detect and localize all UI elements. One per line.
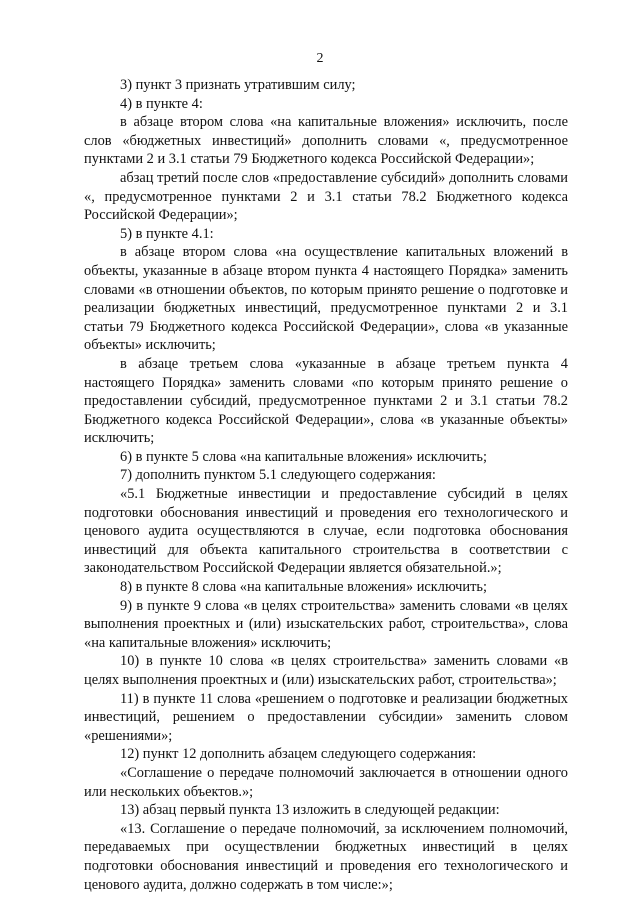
paragraph-item-7-text: «5.1 Бюджетные инвестиции и предоставление субсидий в целях подготовки обоснования инвестиций и проведения его технологического и ценового аудита осуществляются в случае, если подготовка обоснования инвестиций для объекта капитального строительства в соответствии с законодательством Российской Федерации является обязательной.»; [84,486,568,577]
paragraph-item-4-heading: 4) в пункте 4: [120,95,203,112]
paragraph-item-13-heading: 13) абзац первый пункта 13 изложить в следующей редакции: [120,802,500,819]
paragraph-item-7-heading: 7) дополнить пунктом 5.1 следующего содержания: [120,467,436,484]
paragraph-item-3-repeal: 3) пункт 3 признать утратившим силу; [120,77,356,93]
paragraph-item-5-heading: 5) в пункте 4.1: [120,225,214,242]
paragraph-item-11: 11) в пункте 11 слова «решением о подготовке и реализации бюджетных инвестиций, решением о предоставлении субсидии» заменить словом «решениями»; [84,690,568,744]
paragraph-item-12-heading: 12) пункт 12 дополнить абзацем следующего содержания: [120,746,477,763]
paragraph-item-12-text: «Соглашение о передаче полномочий заключается в отношении одного или нескольких объектов.»; [84,764,568,800]
paragraph-item-10: 10) в пункте 10 слова «в целях строительства» заменить словами «в целях выполнения проектных и (или) изыскательских работ, строительства»; [84,653,568,688]
paragraph-item-4-abzac-3: абзац третий после слов «предоставление субсидий» дополнить словами «, предусмотренное пунктами 2 и 3.1 статьи 78.2 Бюджетного кодекса Российской Федерации»; [84,169,568,224]
paragraph-item-8: 8) в пункте 8 слова «на капитальные вложения» исключить; [120,579,487,596]
paragraph-item-6: 6) в пункте 5 слова «на капитальные вложения» исключить; [120,448,487,465]
page-number: 2 [316,51,324,66]
paragraph-item-5-abzac-2: в абзаце втором слова «на осуществление капитальных вложений в объекты, указанные в абзаце втором пункта 4 настоящего Порядка» заменить словами «в отношении объектов, по которым принято решение о подготовке и реализации бюджетных инвестиций, предусмотренное пунктами 2 и 3.1 статьи 79 Бюджетного кодекса Российской Федерации», слова «в указанные объекты» исключить; [84,244,568,354]
paragraph-item-5-abzac-3: в абзаце третьем слова «указанные в абзаце третьем пункта 4 настоящего Порядка» заменить словами «по которым принято решение о предоставлении субсидий, предусмотренное пунктами 2 и 3.1 статьи 78.2 Бюджетного кодекса Российской Федерации», слова «в указанные объекты» исключить; [84,355,568,447]
paragraph-item-4-abzac-2: в абзаце втором слова «на капитальные вложения» исключить, после слов «бюджетных инвестиций» дополнить словами «, предусмотренное пунктами 2 и 3.1 статьи 79 Бюджетного кодекса Российской Федерации»; [84,114,568,168]
paragraph-item-13-text: «13. Соглашение о передаче полномочий, за исключением полномочий, передаваемых при осуществлении бюджетных инвестиций в целях подготовки обоснования инвестиций и проведения его технологического и ценового аудита, должно содержать в том числе:»; [84,820,568,893]
document-body [84,76,568,894]
paragraph-item-9: 9) в пункте 9 слова «в целях строительства» заменить словами «в целях выполнения проектных и (или) изыскательских работ, строительства», слова «на капитальные вложения» исключить; [84,597,568,651]
